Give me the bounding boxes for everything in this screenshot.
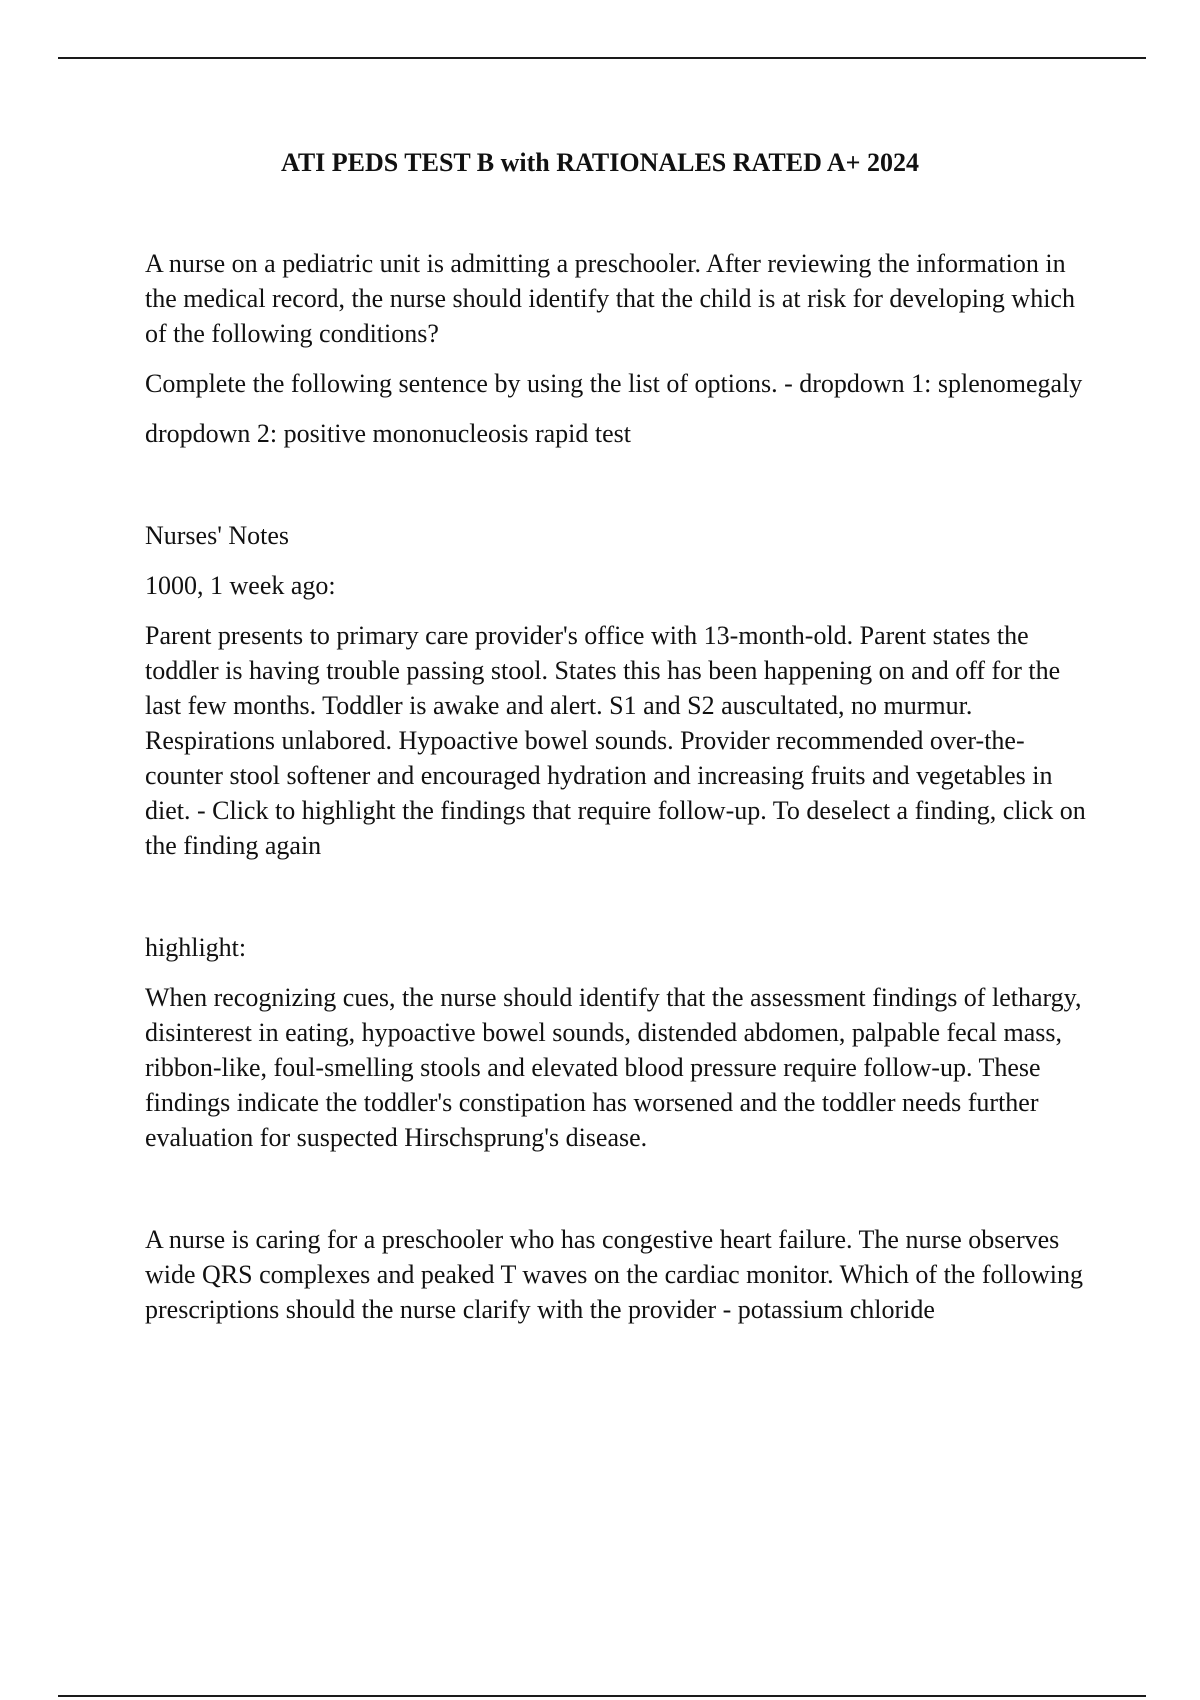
question-1-stem: A nurse on a pediatric unit is admitting a preschooler. After reviewing the information in the medical record, the nurse should identify that the child is at risk for developing which of the following conditions? [145, 249, 1075, 348]
document-body [145, 246, 1090, 1327]
question-2-stem: A nurse is caring for a preschooler who has congestive heart failure. The nurse observes wide QRS complexes and peaked T waves on the cardiac monitor. Which of the following prescriptions should the nurse clarify with the provider - potassium chloride [145, 1225, 1083, 1324]
question-1-dropdown-2: dropdown 2: positive mononucleosis rapid test [145, 419, 632, 448]
page-title: ATI PEDS TEST B with RATIONALES RATED A+ 2024 [280, 148, 919, 177]
top-divider [58, 57, 1146, 59]
highlight-label: highlight: [145, 933, 247, 962]
nurses-notes-body: Parent presents to primary care provider's office with 13-month-old. Parent states the toddler is having trouble passing stool. States this has been happening on and off for the last few months. Toddler is awake and alert. S1 and S2 auscultated, no murmur. Respirations unlabored. Hypoactive bowel sounds. Provider recommended over-the-counter stool softener and encouraged hydration and increasing fruits and vegetables in diet. - Click to highlight the findings that require follow-up. To deselect a finding, click on the finding again [145, 621, 1086, 860]
nurses-notes-heading: Nurses' Notes [145, 521, 290, 550]
nurses-notes-timestamp: 1000, 1 week ago: [145, 571, 336, 600]
question-1-dropdown-1: Complete the following sentence by using the list of options. - dropdown 1: splenomegaly [145, 369, 1083, 398]
bottom-divider [58, 1695, 1146, 1697]
highlight-rationale: When recognizing cues, the nurse should identify that the assessment findings of lethargy, disinterest in eating, hypoactive bowel sounds, distended abdomen, palpable fecal mass, ribbon-like, foul-smelling stools and elevated blood pressure require follow-up. These findings indicate the toddler's constipation has worsened and the toddler needs further evaluation for suspected Hirschsprung's disease. [145, 983, 1082, 1152]
